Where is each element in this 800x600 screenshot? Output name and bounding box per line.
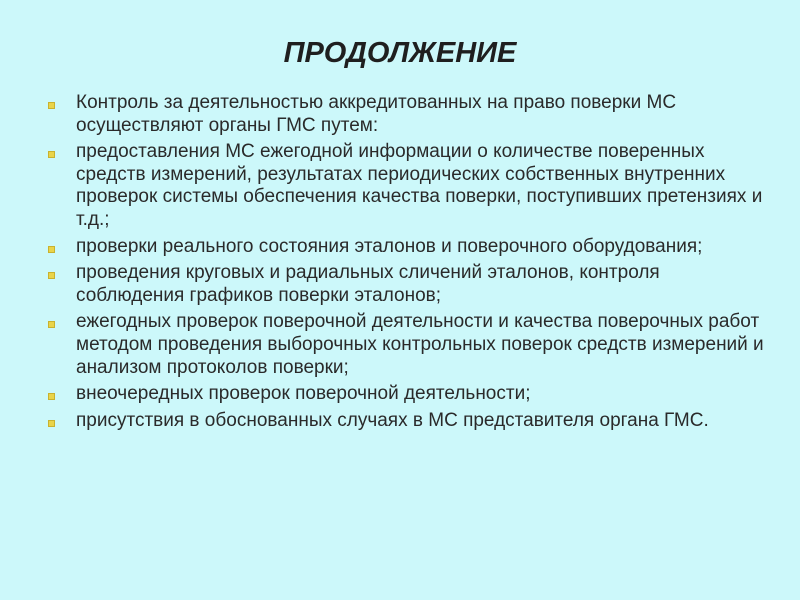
square-bullet-icon [48,393,55,400]
bullet-item [47,410,767,433]
square-bullet-icon [48,246,55,253]
bullet-item [47,383,767,406]
bullet-list [47,92,767,432]
bullet-text: проверки реального состояния эталонов и поверочного оборудования; [76,235,703,257]
bullet-text: проведения круговых и радиальных сличений эталонов, контроля соблюдения графиков поверки эталонов; [76,262,660,306]
square-bullet-icon [48,321,55,328]
square-bullet-icon [48,102,55,109]
bullet-text: внеочередных проверок поверочной деятельности; [76,383,531,405]
bullet-text: ежегодных проверок поверочной деятельности и качества поверочных работ методом проведения выборочных контрольных поверок средств измерений и анализом протоколов поверки; [76,311,764,378]
bullet-item [47,262,767,307]
bullet-text: Контроль за деятельностью аккредитованных на право поверки МС осуществляют органы ГМС путем: [76,92,677,136]
bullet-item [47,141,767,231]
bullet-item [47,236,767,259]
bullet-text: присутствия в обоснованных случаях в МС представителя органа ГМС. [76,409,709,431]
square-bullet-icon [48,420,55,427]
square-bullet-icon [48,151,55,158]
bullet-item [47,92,767,137]
bullet-item [47,311,767,379]
slide-title: ПРОДОЛЖЕНИЕ [283,37,517,69]
bullet-text: предоставления МС ежегодной информации о количестве поверенных средств измерений, результатах периодических собственных внутренних проверок системы обеспечения качества поверки, поступивших претензиях и т.д.; [76,141,763,230]
square-bullet-icon [48,272,55,279]
